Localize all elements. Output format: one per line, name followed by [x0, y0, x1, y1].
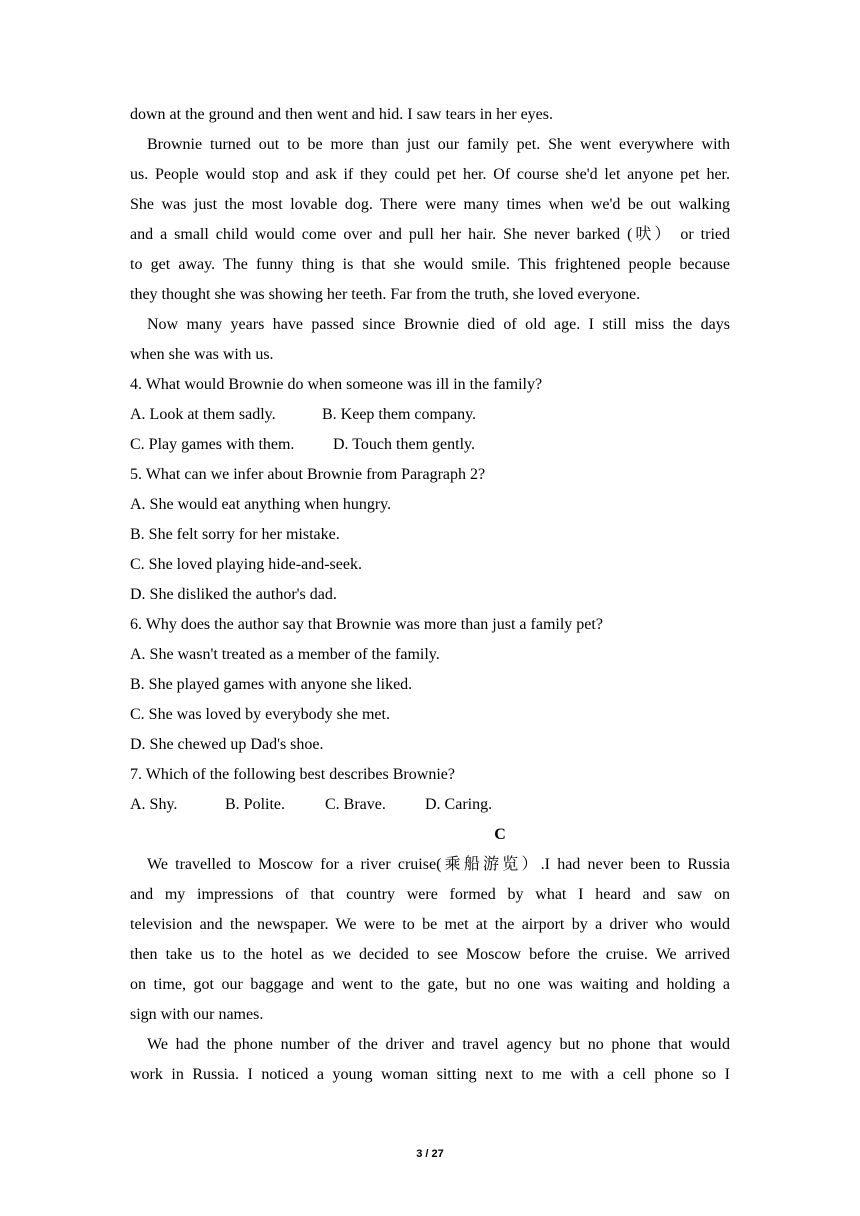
option-b: B. Polite. [225, 796, 286, 813]
option-c: C. Brave. [325, 796, 386, 813]
paragraph-line: television and the newspaper. We were to be met at the airport by a driver who would [130, 916, 730, 933]
option-b: B. She felt sorry for her mistake. [130, 526, 340, 543]
question-stem: 4. What would Brownie do when someone was ill in the family? [130, 376, 543, 393]
option-a: A. Look at them sadly. [130, 406, 276, 423]
question-stem: 7. Which of the following best describes Brownie? [130, 766, 455, 783]
section-heading: C [494, 826, 506, 843]
page-number: 3 / 27 [416, 1148, 444, 1160]
option-c: C. She was loved by everybody she met. [130, 706, 390, 723]
option-d: D. Caring. [425, 796, 493, 813]
option-d: D. She disliked the author's dad. [130, 586, 337, 603]
paragraph-line: She was just the most lovable dog. There were many times when we'd be out walking [130, 196, 730, 213]
paragraph-line: then take us to the hotel as we decided to see Moscow before the cruise. We arrived [130, 946, 730, 963]
paragraph-line: and my impressions of that country were formed by what I heard and saw on [130, 886, 730, 903]
paragraph-line: We had the phone number of the driver and travel agency but no phone that would [147, 1036, 730, 1053]
option-d: D. Touch them gently. [333, 436, 475, 453]
question-options-row [130, 790, 730, 820]
question-stem: 5. What can we infer about Brownie from Paragraph 2? [130, 466, 486, 483]
paragraph-line: Now many years have passed since Brownie died of old age. I still miss the days [147, 316, 730, 333]
paragraph-line: on time, got our baggage and went to the gate, but no one was waiting and holding a [130, 976, 730, 993]
paragraph-line: We travelled to Moscow for a river cruise(乘船游览）.I had never been to Russia [147, 856, 730, 873]
option-d: D. She chewed up Dad's shoe. [130, 736, 324, 753]
paragraph-line: to get away. The funny thing is that she would smile. This frightened people because [130, 256, 730, 273]
question-stem: 6. Why does the author say that Brownie was more than just a family pet? [130, 616, 603, 633]
question-options-row [130, 430, 730, 460]
paragraph-line: when she was with us. [130, 346, 274, 363]
option-b: B. She played games with anyone she liked. [130, 676, 413, 693]
option-a: A. She would eat anything when hungry. [130, 496, 392, 513]
paragraph-line: Brownie turned out to be more than just our family pet. She went everywhere with [147, 136, 730, 153]
option-a: A. Shy. [130, 796, 178, 813]
option-b: B. Keep them company. [322, 406, 477, 423]
option-c: C. She loved playing hide-and-seek. [130, 556, 362, 573]
paragraph-line: they thought she was showing her teeth. Far from the truth, she loved everyone. [130, 286, 641, 303]
paragraph-line: sign with our names. [130, 1006, 264, 1023]
paragraph-line: us. People would stop and ask if they could pet her. Of course she'd let anyone pet her. [130, 166, 730, 183]
question-options-row [130, 400, 730, 430]
option-a: A. She wasn't treated as a member of the family. [130, 646, 440, 663]
page-content [130, 100, 730, 1090]
paragraph-line: work in Russia. I noticed a young woman sitting next to me with a cell phone so I [130, 1066, 730, 1083]
option-c: C. Play games with them. [130, 436, 295, 453]
paragraph-line: down at the ground and then went and hid. I saw tears in her eyes. [130, 106, 553, 123]
paragraph-line: and a small child would come over and pull her hair. She never barked (吠） or tried [130, 226, 730, 243]
